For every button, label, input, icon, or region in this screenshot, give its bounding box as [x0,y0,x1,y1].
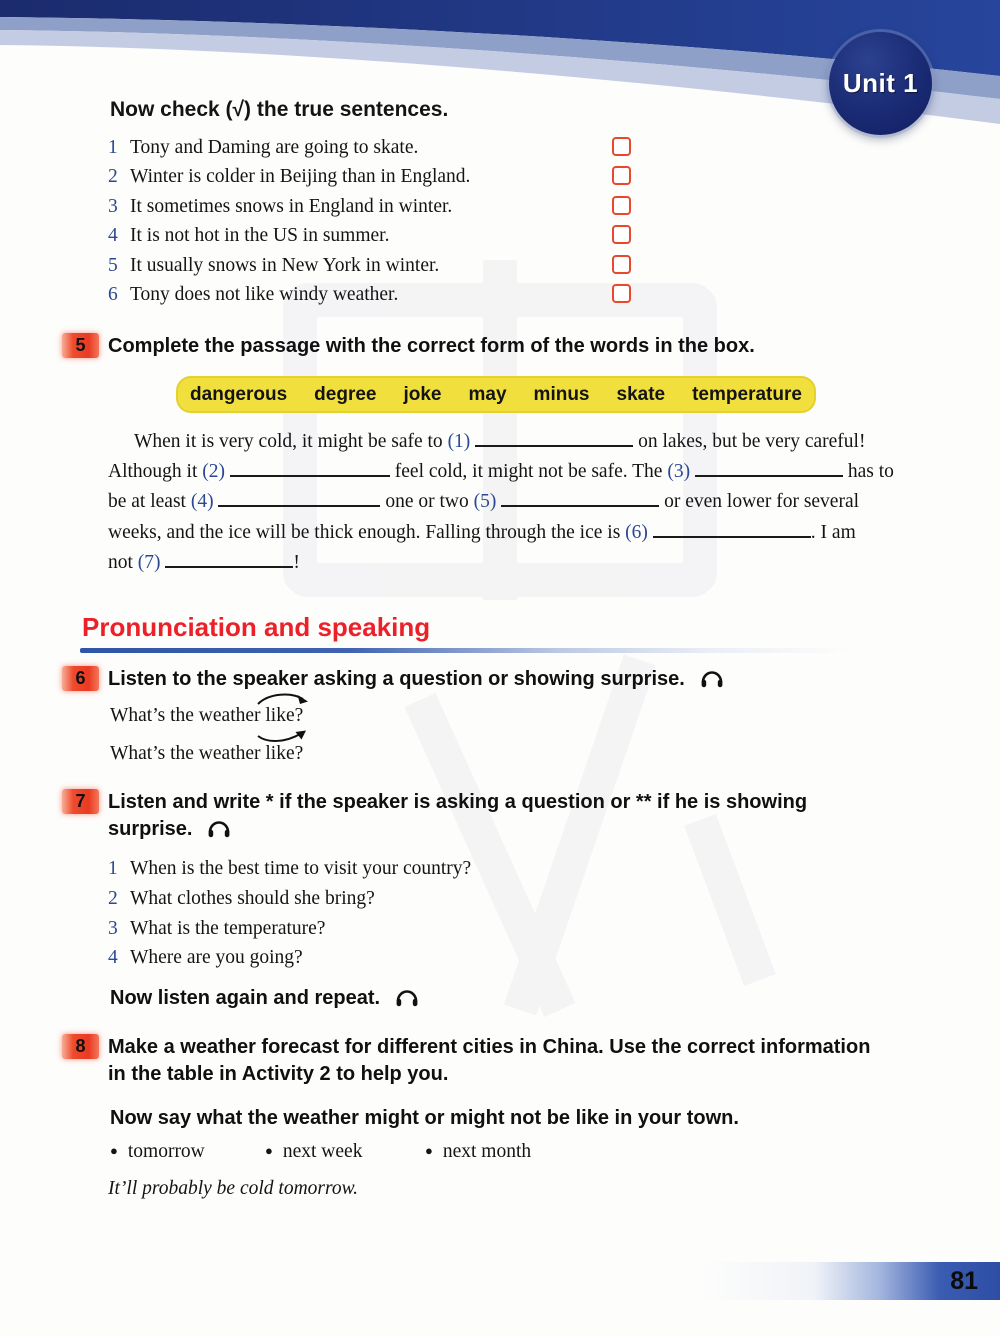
question-number: 2 [108,887,118,909]
activity-6-heading-text: Listen to the speaker asking a question or showing surprise. [108,668,685,690]
answer-checkbox[interactable] [612,255,631,274]
answer-blank [218,492,380,507]
section-heading-underline [80,648,850,653]
blank-number: (3) [667,461,691,483]
activity-8-heading-line1: Make a weather forecast for different cities in China. Use the correct information [108,1036,871,1058]
unit-badge [829,32,932,135]
passage-line: weeks, and the ice will be thick enough. Falling through the ice is (6) . I am [108,521,856,543]
passage-line: When it is very cold, it might be safe to (1) on lakes, but be very careful! [134,431,866,452]
activity-8-subheading: Now say what the weather might or might not be like in your town. [110,1107,739,1129]
word-box-item: may [468,383,507,405]
bullet-label: next week [282,1141,363,1162]
passage [108,427,944,578]
page-number: 81 [950,1266,978,1295]
sentence-number: 2 [108,166,118,188]
footer-bar [700,1262,1000,1300]
answer-checkbox[interactable] [612,225,631,244]
sentence-text: It usually snows in New York in winter. [130,254,440,276]
activity-8-heading [108,1034,988,1087]
activity-6-heading [108,666,988,693]
question-text: Where are you going? [130,947,303,969]
sentence-text: Tony and Daming are going to skate. [130,137,419,158]
bullet-icon: ● [425,1143,433,1158]
bullet-item [265,1141,425,1163]
answer-checkbox[interactable] [612,196,631,215]
word-box-item: skate [616,383,666,405]
section-heading: Pronunciation and speaking [82,612,431,642]
sentence-text: It is not hot in the US in summer. [130,225,390,247]
check-sentences-list [108,133,688,309]
activity-7-number: 7 [75,791,86,811]
check-sentences-heading: Now check (√) the true sentences. [110,98,449,121]
word-box-item: dangerous [190,383,288,405]
word-box-item: minus [533,383,590,405]
answer-checkbox[interactable] [612,137,631,156]
activity-5-number: 5 [75,335,86,355]
answer-blank [165,553,293,568]
answer-blank [695,462,843,477]
activity-8-badge [62,1034,99,1059]
example-sentence: It’ll probably be cold tomorrow. [108,1178,359,1199]
sentence-row [108,251,688,280]
sentence-row [108,280,688,309]
word-box [176,376,816,413]
question-row [108,943,688,973]
question-number: 3 [108,917,118,939]
bullet-item [425,1141,531,1163]
headphones-icon [699,667,725,689]
activity-7-badge [62,789,99,814]
blank-number: (2) [202,461,226,483]
answer-checkbox[interactable] [612,284,631,303]
blank-number: (5) [473,491,497,513]
intonation-word: like? [265,742,303,766]
sentence-number: 3 [108,195,118,217]
bullet-icon: ● [110,1143,118,1158]
activity-7-heading-line2 [108,816,988,843]
sentence-number: 4 [108,225,118,247]
repeat-heading-text: Now listen again and repeat. [110,987,381,1009]
question-text: When is the best time to visit your country? [130,858,472,879]
bullet-item [110,1141,265,1163]
headphones-icon [206,817,232,839]
bullet-label: tomorrow [127,1141,205,1162]
activity-5-heading: Complete the passage with the correct form of the words in the box. [108,335,755,357]
bullet-list [110,1141,531,1163]
sentence-number: 6 [108,283,118,305]
repeat-heading [110,985,420,1012]
activity-7-heading-line2-text: surprise. [108,817,193,840]
question-number: 1 [108,858,118,879]
intonation-line: What’s the weather like? [110,742,303,766]
intonation-line: What’s the weather like? [110,704,303,728]
question-row [108,884,688,914]
blank-number: (4) [190,491,214,513]
answer-blank [501,492,659,507]
headphones-icon [394,986,420,1008]
question-list [108,854,688,973]
sentence-row [108,221,688,250]
sentence-number: 1 [108,137,118,158]
rising-intonation-icon [255,729,313,745]
question-text: What clothes should she bring? [130,887,375,909]
activity-6-badge [62,666,99,691]
question-number: 4 [108,947,118,969]
activity-7-heading-line1: Listen and write * if the speaker is asking a question or ** if he is showing [108,791,808,813]
intonation-word: like? [265,704,303,728]
bullet-icon: ● [265,1143,273,1158]
passage-line: be at least (4) one or two (5) or even lower for several [108,491,860,513]
activity-8-number: 8 [75,1036,86,1056]
sentence-text: Tony does not like windy weather. [130,283,399,305]
passage-line: Although it (2) feel cold, it might not be safe. The (3) has to [108,461,894,483]
sentence-row [108,192,688,221]
sentence-text: It sometimes snows in England in winter. [130,195,453,217]
blank-number: (7) [137,551,161,573]
activity-8-heading-line2: in the table in Activity 2 to help you. [108,1062,449,1085]
blank-number: (6) [625,521,648,543]
answer-checkbox[interactable] [612,166,631,185]
sentence-text: Winter is colder in Beijing than in England. [130,166,471,188]
question-row [108,854,688,884]
answer-blank [230,462,390,477]
question-text: What is the temperature? [130,917,326,939]
falling-intonation-icon [255,691,313,707]
answer-blank [475,432,633,447]
answer-blank [653,523,811,538]
sentence-row [108,133,688,162]
blank-number: (1) [447,431,471,452]
question-row [108,914,688,944]
word-box-item: temperature [692,383,802,405]
intonation-examples [110,704,303,780]
word-box-item: joke [403,383,442,405]
unit-badge-label: Unit 1 [842,68,919,98]
activity-6-number: 6 [75,668,86,688]
word-box-item: degree [314,383,377,405]
bullet-label: next month [442,1141,532,1162]
activity-7-heading [108,789,988,842]
passage-line: not (7) ! [108,551,300,573]
sentence-number: 5 [108,254,118,276]
activity-5-badge [62,333,99,358]
sentence-row [108,162,688,191]
